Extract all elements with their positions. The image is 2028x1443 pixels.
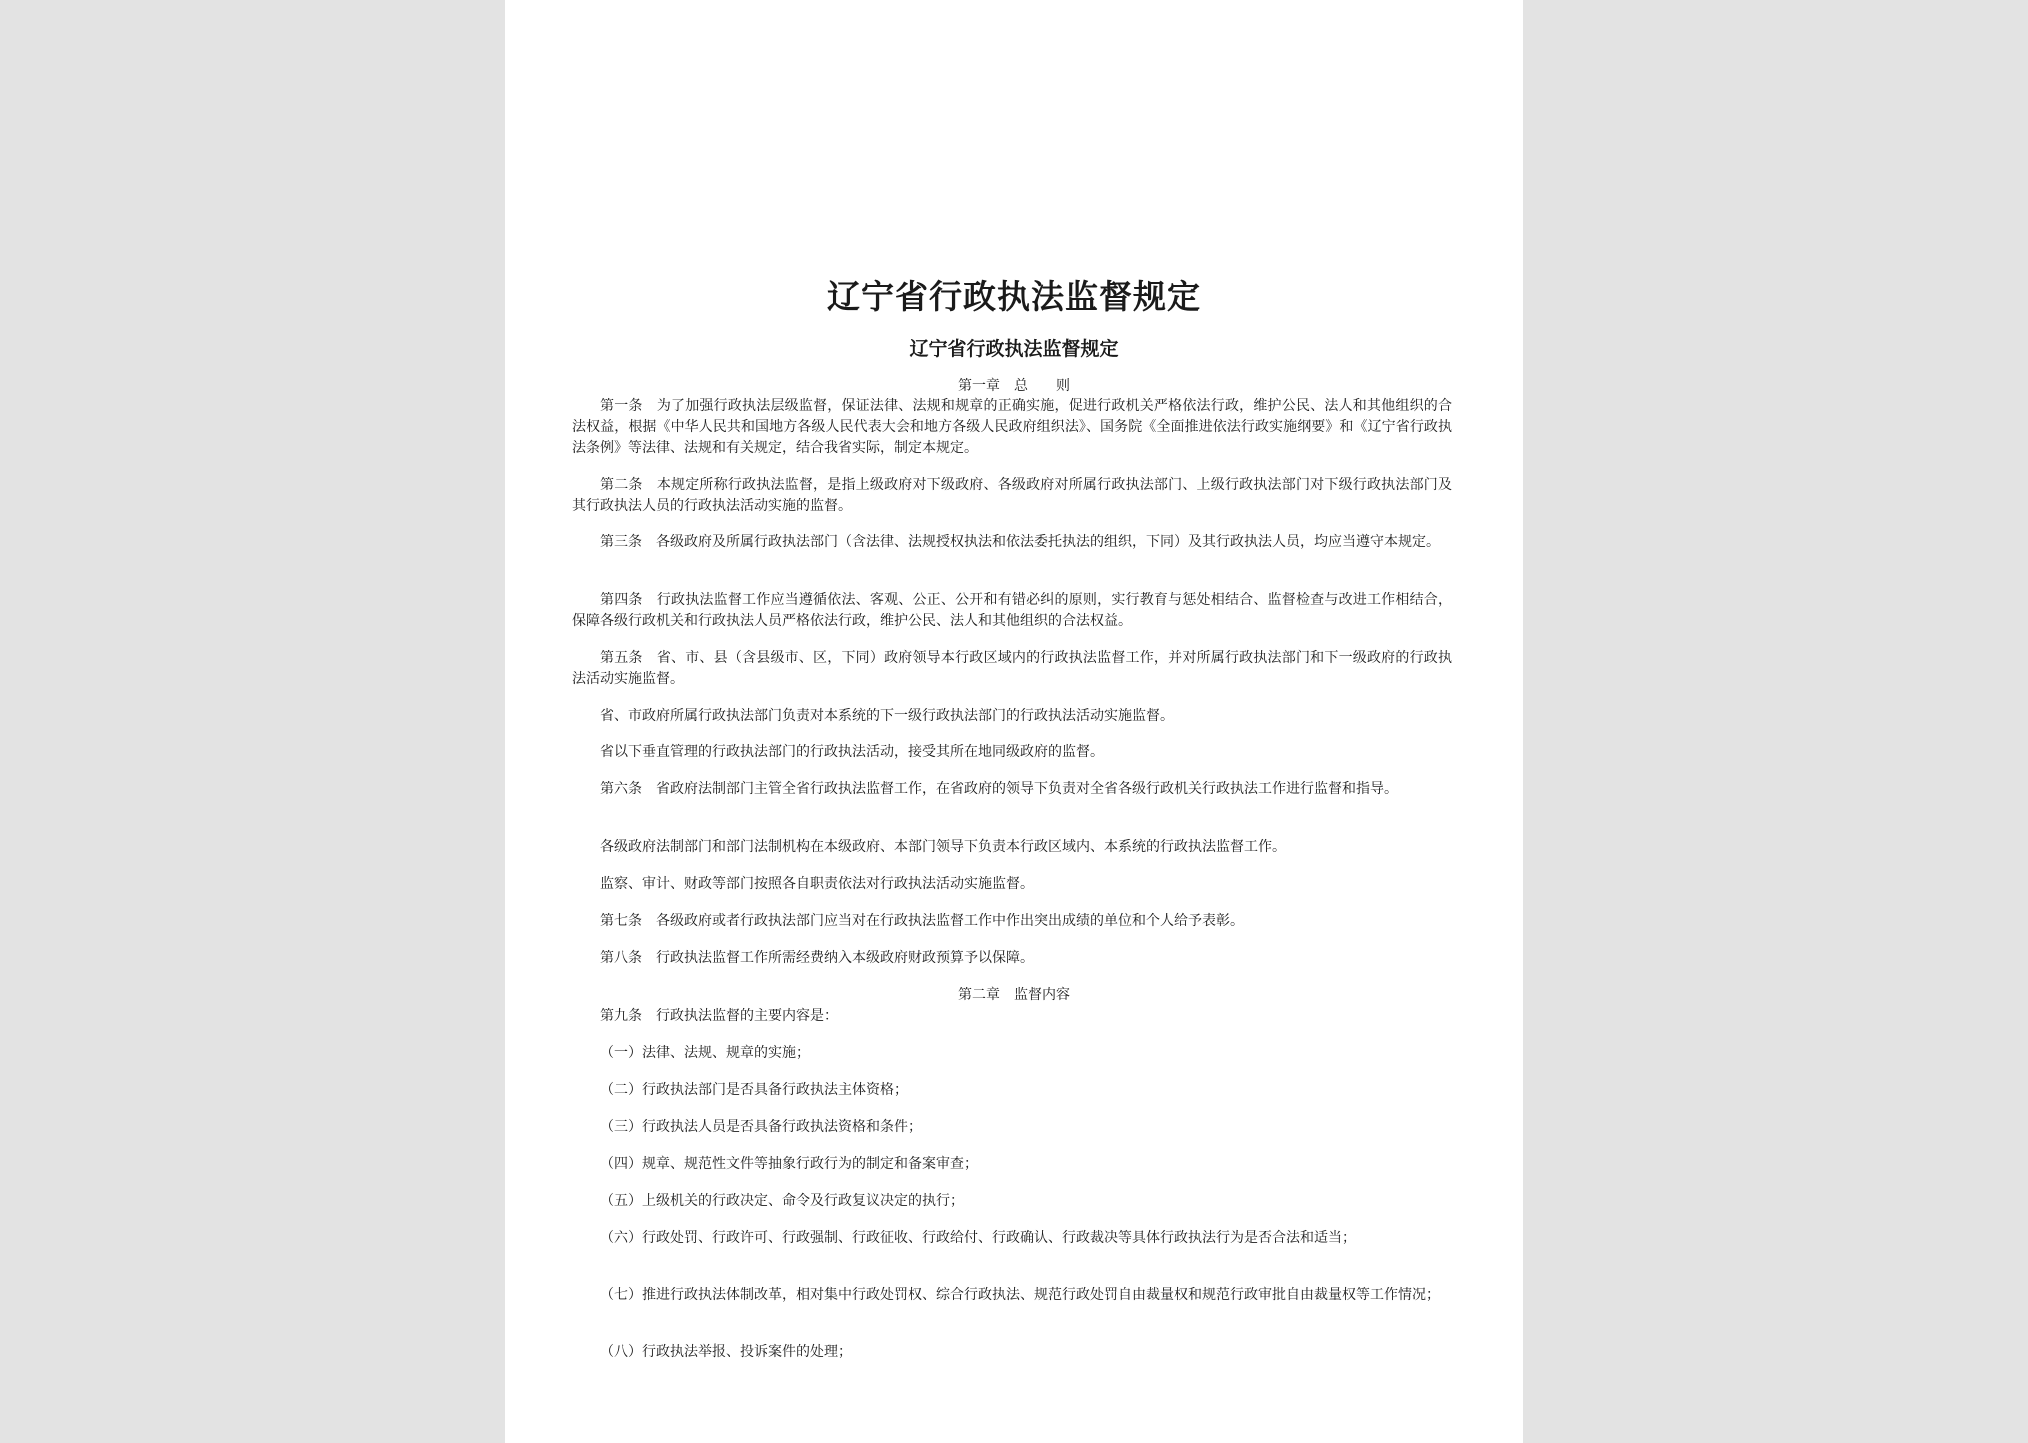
- chapter-heading-2: 第二章 监督内容: [958, 987, 1070, 1003]
- article-2: 第二条 本规定所称行政执法监督，是指上级政府对下级政府、各级政府对所属行政执法部门、上级行政执法部门对下级行政执法部门及其行政执法人员的行政执法活动实施的监督。: [572, 477, 1452, 514]
- article-9-item-1: （一）法律、法规、规章的实施；: [600, 1045, 810, 1061]
- article-6-para-2: 各级政府法制部门和部门法制机构在本级政府、本部门领导下负责本行政区域内、本系统的行政执法监督工作。: [600, 839, 1286, 855]
- article-9-item-3: （三）行政执法人员是否具备行政执法资格和条件；: [600, 1119, 922, 1135]
- article-9-item-2: （二）行政执法部门是否具备行政执法主体资格；: [600, 1082, 908, 1098]
- article-5-para-2: 省、市政府所属行政执法部门负责对本系统的下一级行政执法部门的行政执法活动实施监督。: [600, 708, 1174, 724]
- document-subtitle: 辽宁省行政执法监督规定: [909, 338, 1119, 360]
- article-9-item-4: （四）规章、规范性文件等抽象行政行为的制定和备案审查；: [600, 1156, 978, 1172]
- article-5: 第五条 省、市、县（含县级市、区，下同）政府领导本行政区域内的行政执法监督工作，并对所属行政执法部门和下一级政府的行政执法活动实施监督。: [572, 650, 1452, 687]
- article-9-item-6: （六）行政处罚、行政许可、行政强制、行政征收、行政给付、行政确认、行政裁决等具体行政执法行为是否合法和适当；: [600, 1230, 1356, 1246]
- article-9-item-5: （五）上级机关的行政决定、命令及行政复议决定的执行；: [600, 1193, 964, 1209]
- chapter-heading-1: 第一章 总 则: [958, 378, 1070, 394]
- article-8: 第八条 行政执法监督工作所需经费纳入本级政府财政预算予以保障。: [600, 950, 1034, 966]
- article-1: 第一条 为了加强行政执法层级监督，保证法律、法规和规章的正确实施，促进行政机关严格依法行政，维护公民、法人和其他组织的合法权益，根据《中华人民共和国地方各级人民代表大会和地方各级人民政府组织法》、国务院《全面推进依法行政实施纲要》和《辽宁省行政执法条例》等法律、法规和有关规定，结合我省实际，制定本规定。: [572, 398, 1452, 456]
- article-5-para-3: 省以下垂直管理的行政执法部门的行政执法活动，接受其所在地同级政府的监督。: [600, 744, 1104, 760]
- article-9: 第九条 行政执法监督的主要内容是：: [600, 1008, 838, 1024]
- article-3: 第三条 各级政府及所属行政执法部门（含法律、法规授权执法和依法委托执法的组织，下同）及其行政执法人员，均应当遵守本规定。: [600, 534, 1440, 550]
- article-9-item-8: （八）行政执法举报、投诉案件的处理；: [600, 1344, 852, 1360]
- article-6-para-3: 监察、审计、财政等部门按照各自职责依法对行政执法活动实施监督。: [600, 876, 1034, 892]
- document-title: 辽宁省行政执法监督规定: [827, 277, 1201, 316]
- article-9-item-7: （七）推进行政执法体制改革，相对集中行政处罚权、综合行政执法、规范行政处罚自由裁量权和规范行政审批自由裁量权等工作情况；: [600, 1287, 1440, 1303]
- article-4: 第四条 行政执法监督工作应当遵循依法、客观、公正、公开和有错必纠的原则，实行教育与惩处相结合、监督检查与改进工作相结合，保障各级行政机关和行政执法人员严格依法行政，维护公民、法人和其他组织的合法权益。: [572, 592, 1452, 629]
- article-6: 第六条 省政府法制部门主管全省行政执法监督工作，在省政府的领导下负责对全省各级行政机关行政执法工作进行监督和指导。: [600, 781, 1398, 797]
- article-7: 第七条 各级政府或者行政执法部门应当对在行政执法监督工作中作出突出成绩的单位和个人给予表彰。: [600, 913, 1244, 929]
- document-page: [505, 0, 1523, 1443]
